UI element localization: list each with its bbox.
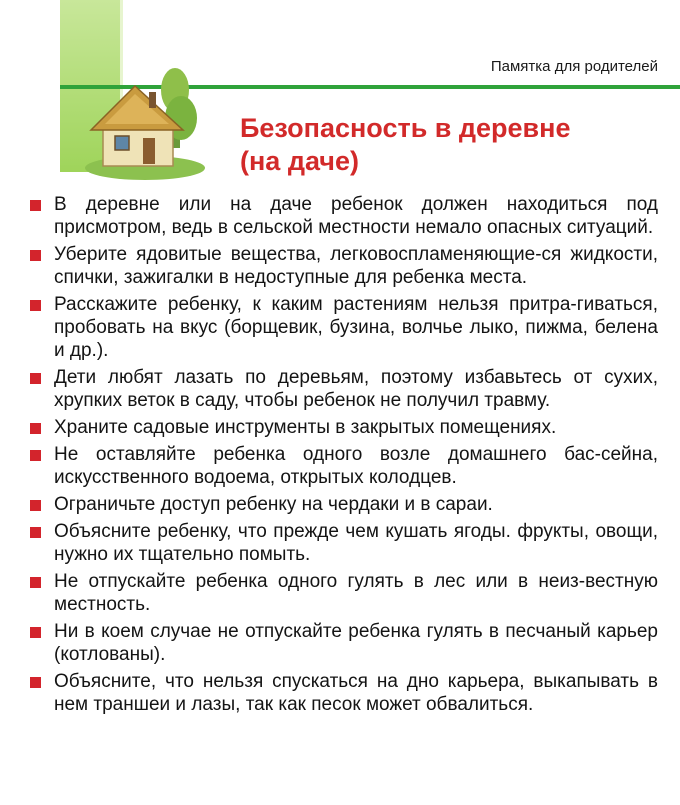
red-square-bullet-icon	[30, 450, 41, 461]
tip-text: Объясните ребенку, что прежде чем кушать ягоды. фрукты, овощи, нужно их тщательно помыть.	[54, 521, 658, 565]
list-item	[30, 520, 658, 566]
red-square-bullet-icon	[30, 250, 41, 261]
red-square-bullet-icon	[30, 200, 41, 211]
list-item	[30, 670, 658, 716]
red-square-bullet-icon	[30, 300, 41, 311]
red-square-bullet-icon	[30, 373, 41, 384]
thatched-house-icon	[85, 68, 210, 183]
list-item	[30, 416, 658, 439]
list-item	[30, 193, 658, 239]
red-square-bullet-icon	[30, 677, 41, 688]
list-item	[30, 443, 658, 489]
list-item	[30, 493, 658, 516]
list-item	[30, 243, 658, 289]
title-line-1: Безопасность в деревне	[240, 113, 571, 143]
tip-text: Не отпускайте ребенка одного гулять в лес или в неиз-вестную местность.	[54, 571, 658, 615]
tip-text: Дети любят лазать по деревьям, поэтому избавьтесь от сухих, хрупких веток в саду, чтобы ребенок не получил травму.	[54, 367, 658, 411]
list-item	[30, 293, 658, 362]
list-item	[30, 570, 658, 616]
tip-text: Храните садовые инструменты в закрытых помещениях.	[54, 417, 557, 438]
safety-tips-list	[30, 193, 658, 720]
red-square-bullet-icon	[30, 527, 41, 538]
title-line-2: (на даче)	[240, 146, 359, 176]
red-square-bullet-icon	[30, 577, 41, 588]
red-square-bullet-icon	[30, 423, 41, 434]
tip-text: Ни в коем случае не отпускайте ребенка гулять в песчаный карьер (котлованы).	[54, 621, 658, 665]
red-square-bullet-icon	[30, 500, 41, 511]
header-label: Памятка для родителей	[490, 58, 658, 75]
tip-text: Ограничьте доступ ребенку на чердаки и в сараи.	[54, 494, 493, 515]
tip-text: Не оставляйте ребенка одного возле домашнего бас-сейна, искусственного водоема, открытых колодцев.	[54, 444, 658, 488]
list-item	[30, 620, 658, 666]
tip-text: Уберите ядовитые вещества, легковоспламеняющие-ся жидкости, спички, зажигалки в недоступные для ребенка места.	[54, 244, 658, 288]
red-square-bullet-icon	[30, 627, 41, 638]
page-title	[240, 112, 660, 178]
tip-text: В деревне или на даче ребенок должен находиться под присмотром, ведь в сельской местности немало опасных ситуаций.	[54, 194, 658, 238]
tip-text: Объясните, что нельзя спускаться на дно карьера, выкапывать в нем траншеи и лазы, так как песок может обвалиться.	[54, 671, 658, 715]
tip-text: Расскажите ребенку, к каким растениям нельзя притра-гиваться, пробовать на вкус (борщевик, бузина, волчье лыко, пижма, белена и др.).	[54, 294, 658, 361]
list-item	[30, 366, 658, 412]
